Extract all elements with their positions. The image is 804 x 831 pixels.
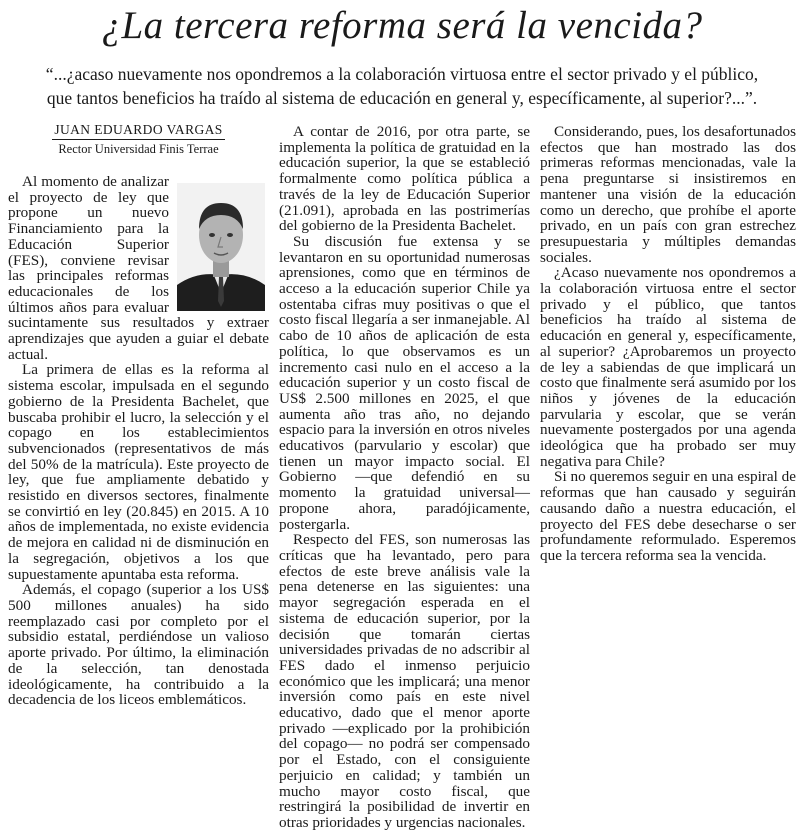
paragraph: Respecto del FES, son numerosas las críticas que ha levantado, pero para efectos de este breve análisis vale la pena detenerse en las siguientes: una mayor segregación esperada en el sistema de educación superior, por la decisión que tomarán ciertas universidades privadas de no adscribir al FES dado el inmenso perjuicio económico que les implicará; una menor inversión como país en este nivel educativo, dado que el menor aporte privado —explicado por la prohibición del copago— no podrá ser compensado por el Estado, con el consiguiente perjuicio en calidad; y también un mucho mayor costo fiscal, que restringirá la posibilidad de invertir en otras prioridades y urgencias nacionales. (279, 531, 530, 831)
paragraph: Además, el copago (superior a los US$ 500 millones anuales) ha sido reemplazado casi por completo por el subsidio estatal, perdiéndose un valioso aporte privado. Por último, la eliminación de la selección, tan denostada ideológicamente, ha contribuido a la decadencia de los liceos emblemáticos. (8, 581, 269, 709)
paragraph: Considerando, pues, los desafortunados efectos que han mostrado las dos primeras reformas mencionadas, vale la pena preguntarse si insistiremos en mantener una visión de la educación como un derecho, que prohíbe el aporte privado, en un país con gran estrechez presupuestaria y múltiples demandas sociales. (540, 123, 796, 266)
paragraph: Si no queremos seguir en una espiral de reformas que han causado y seguirán causando daño a nuestra educación, el proyecto del FES debe desecharse o ser profundamente reformulado. Esperemos que la tercera reforma sea la vencida. (540, 468, 796, 564)
paragraph: La primera de ellas es la reforma al sistema escolar, impulsada en el segundo gobierno de la Presidenta Bachelet, que buscaba prohibir el lucro, la selección y el copago en los establecimientos subvencionados (representativos de más del 50% de la matrícula). Este proyecto de ley, que fue ampliamente debatido y resistido en diversos sectores, finalmente se convirtió en ley (20.845) en 2015. A 10 años de implementada, no existe evidencia de mejora en calidad ni de disminución en la segregación, objetivos a los que supuestamente apuntaba esta reforma. (8, 361, 269, 583)
paragraph: Al momento de analizar el proyecto de ley que propone un nuevo Financiamiento para la Educación Superior (FES), conviene revisar las principales reformas educacionales de los últimos años para evaluar sucintamente sus resultados y extraer aprendizajes que ayuden a guiar el debate actual. (8, 173, 269, 363)
deck-line: “...¿acaso nuevamente nos opondremos a la colaboración virtuosa entre el sector privado y el público, (45, 64, 759, 84)
deck-quote (10, 62, 794, 110)
article-text-flow (8, 174, 269, 708)
author-affiliation: Rector Universidad Finis Terrae (58, 142, 219, 156)
author-photo (177, 183, 265, 311)
author-name: JUAN EDUARDO VARGAS (52, 122, 224, 140)
article-column-3 (540, 124, 796, 668)
article-column-2 (279, 123, 530, 831)
article-column-1 (8, 122, 269, 709)
paragraph: Su discusión fue extensa y se levantaron en su oportunidad numerosas aprensiones, como que en términos de acceso a la educación superior Chile ya ostentaba cifras muy positivas o que el costo fiscal llegaría a ser inmanejable. Al cabo de 10 años de aplicación de esta política, lo que observamos es un incremento casi nulo en el acceso a la educación superior y un costo fiscal de US$ 2.500 millones en 2025, el que aumenta año tras año, no dejando espacio para la inversión en otros niveles educativos (parvulario y escolar) que tienen un mayor impacto social. El Gobierno —que defendió en su momento la gratuidad universal— propone ahora, paradójicamente, postergarla. (279, 232, 530, 533)
headline: ¿La tercera reforma será la vencida? (101, 4, 703, 47)
byline (8, 122, 269, 158)
paragraph: A contar de 2016, por otra parte, se implementa la política de gratuidad en la educación superior, la que se estableció formalmente como política pública a través de la ley de Educación Superior (21.091), aprobada en las postrimerías del gobierno de la Presidenta Bachelet. (279, 123, 530, 235)
paragraph: ¿Acaso nuevamente nos opondremos a la colaboración virtuosa entre el sector privado y el público, que tantos beneficios ha traído al sistema de educación en general y, específicamente, al superior? ¿Aprobaremos un proyecto de ley a sabiendas de que implicará un costo que finalmente será asumido por los niños y jóvenes de la educación parvularia y escolar, que se verán nuevamente postergados por una agenda ideológica que ha probado ser muy negativa para Chile? (540, 264, 796, 470)
deck-line: que tantos beneficios ha traído al sistema de educación en general y, específicamente, al superior?...”. (46, 88, 758, 108)
